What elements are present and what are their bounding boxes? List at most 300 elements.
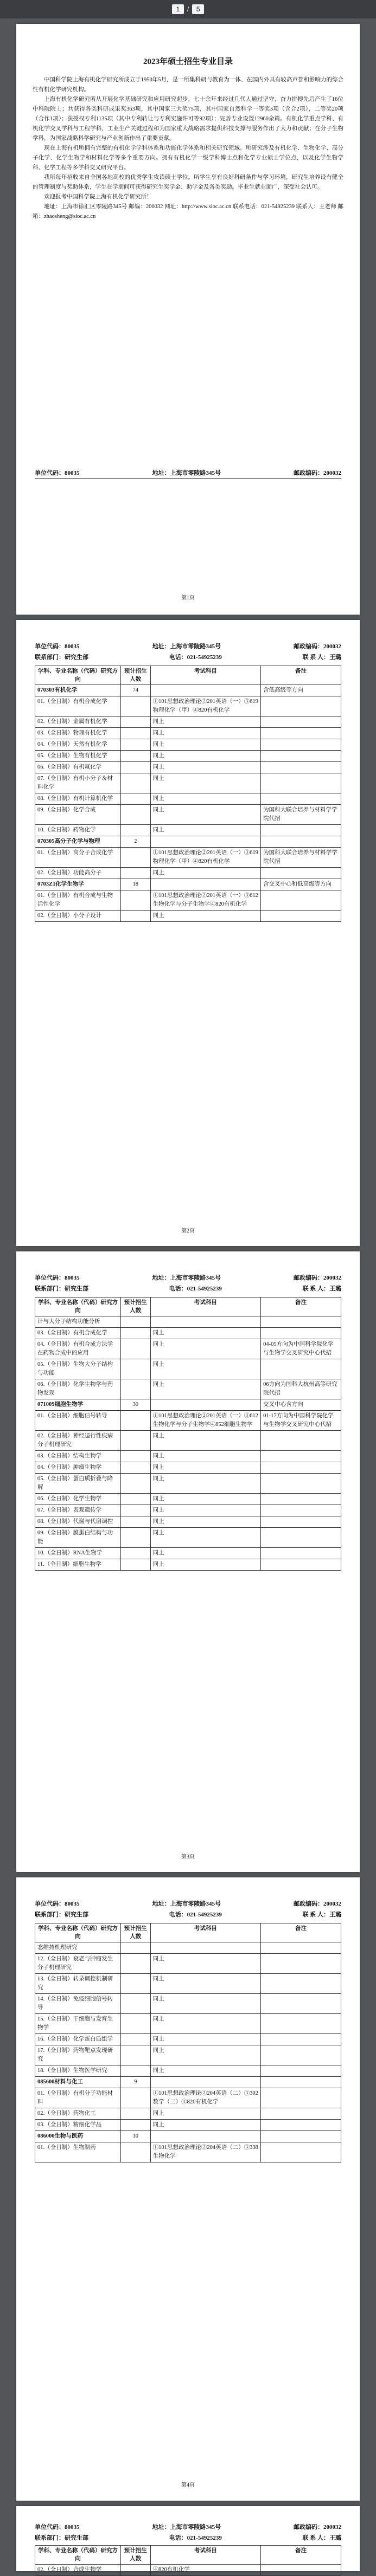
table-cell-c2: [120, 751, 150, 762]
table-row: [35, 728, 341, 739]
unit-zip: 邮政编码：200032: [294, 1275, 341, 1281]
table-body: [35, 685, 341, 922]
table-cell-c1: 15.（全日制）干细胞与发育生物学: [35, 2014, 121, 2034]
table-cell-c1: 03.（全日制）精细化学品: [35, 2120, 121, 2131]
intro-paragraph: 地址：上海市徐汇区零陵路345号 邮编：200032 网址：http://www.sioc.ac.cn 联系电话：021-54925239 联系人：王老师 邮箱：zhaosheng@sioc.ac.cn: [33, 204, 343, 219]
unit-zip: 邮政编码：200032: [294, 1901, 341, 1907]
table-cell-c2: [120, 2014, 150, 2034]
table-cell-c1: 05.（全日制）蛋白质折叠与降解: [35, 1474, 121, 1494]
table-cell-c1: 071009细胞生物学: [35, 1399, 121, 1411]
unit-info-line: [35, 468, 341, 477]
table-cell-c4: [261, 836, 341, 848]
col-header-exam: 考试科目: [150, 2546, 261, 2565]
table-row: [35, 848, 341, 868]
table-row: [35, 1339, 341, 1359]
table-cell-c4: [261, 2065, 341, 2077]
table-cell-c3: 同上: [150, 825, 261, 836]
table-cell-c4: [261, 1528, 341, 1548]
table-cell-c4: [261, 1942, 341, 1954]
table-cell-c3: 同上: [150, 2034, 261, 2045]
unit-code: 单位代码：80035: [35, 1901, 80, 1907]
table-row: [35, 716, 341, 728]
table-cell-c3: [150, 2077, 261, 2088]
catalog-table: [35, 1923, 341, 2162]
table-cell-c1: 04.（全日制）肿瘤生物学: [35, 1462, 121, 1474]
table-cell-c1: 085600材料与化工: [35, 2077, 121, 2088]
table-cell-c4: [261, 1505, 341, 1516]
table-row: [35, 2065, 341, 2077]
document-page-2: [16, 620, 360, 1246]
table-cell-c4: [261, 696, 341, 716]
table-cell-c3: ①101思想政治理论②201英语（一）③612生物化学与分子生物学④852细胞生物学: [150, 1411, 261, 1431]
table-cell-c1: 06.（全日制）有机氟化学: [35, 762, 121, 773]
table-row: [35, 1528, 341, 1548]
col-header-notes: 备注: [261, 1297, 341, 1316]
unit-address: 地址：上海市零陵路345号: [152, 1901, 221, 1907]
table-cell-c1: 10.（全日制）药物化学: [35, 825, 121, 836]
table-cell-c2: [120, 1431, 150, 1451]
table-cell-c4: 交叉中心含方向: [261, 1399, 341, 1411]
table-cell-c1: 01.（全日制）有机合成与生物活性化学: [35, 890, 121, 911]
table-cell-c1: 17.（全日制）药物靶点发现研究: [35, 2045, 121, 2065]
table-cell-c2: [120, 2108, 150, 2120]
table-cell-c3: 同上: [150, 1339, 261, 1359]
table-row: [35, 739, 341, 751]
table-cell-c2: 2: [120, 836, 150, 848]
col-header-subject: 学科、专业名称（代码）研究方向: [35, 1297, 121, 1316]
table-cell-c4: [261, 868, 341, 879]
table-cell-c1: 02.（全日制）功能高分子: [35, 868, 121, 879]
table-cell-c1: 13.（全日制）转录调控机制研究: [35, 1974, 121, 1994]
table-cell-c4: 06方向为国科大杭州高等研究院代招: [261, 1379, 341, 1399]
table-row: [35, 2142, 341, 2162]
table-cell-c2: [120, 773, 150, 793]
table-cell-c3: 同上: [150, 868, 261, 879]
table-cell-c3: 同上: [150, 762, 261, 773]
table-cell-c1: 01.（全日制）有机合成化学: [35, 696, 121, 716]
table-row: [35, 685, 341, 696]
table-cell-c1: 086000生物与医药: [35, 2131, 121, 2142]
table-cell-c1: 02.（全日制）药物化工: [35, 2108, 121, 2120]
table-cell-c3: 同上: [150, 2014, 261, 2034]
table-row: [35, 793, 341, 805]
table-cell-c3: 同上: [150, 2120, 261, 2131]
table-row: [35, 773, 341, 793]
table-cell-c1: 18.（全日制）生物医学研究: [35, 2065, 121, 2077]
table-cell-c2: [120, 1328, 150, 1339]
table-cell-c1: 08.（全日制）代谢与代谢调控: [35, 1516, 121, 1528]
table-cell-c3: 同上: [150, 1974, 261, 1994]
catalog-table: [35, 2545, 341, 2576]
table-cell-c2: 74: [120, 685, 150, 696]
table-cell-c2: [120, 716, 150, 728]
table-cell-c3: [150, 1316, 261, 1328]
table-row: [35, 1942, 341, 1954]
table-cell-c2: [120, 2120, 150, 2131]
contact-phone: 电话：021-54925239: [169, 2535, 222, 2541]
table-cell-c3: 同上: [150, 1954, 261, 1974]
table-cell-c4: [261, 2045, 341, 2065]
table-row: [35, 1516, 341, 1528]
contact-person: 联 系 人：王璐: [302, 1912, 341, 1918]
page-header: [35, 1899, 341, 1921]
table-cell-c2: [120, 1559, 150, 1571]
page-number: 第4页: [181, 2482, 195, 2488]
contact-person: 联 系 人：王璐: [302, 1286, 341, 1292]
table-cell-c3: 同上: [150, 1548, 261, 1559]
page-header: [35, 1273, 341, 1295]
page-header: [35, 642, 341, 663]
table-cell-c2: [120, 890, 150, 911]
table-cell-c3: 同上: [150, 1994, 261, 2014]
unit-code: 单位代码：80035: [35, 2524, 80, 2530]
table-cell-c4: [261, 1516, 341, 1528]
table-row: [35, 2034, 341, 2045]
table-cell-c1: 03.（全日制）有机合成化学: [35, 1328, 121, 1339]
table-cell-c4: [261, 1451, 341, 1462]
table-cell-c2: [120, 793, 150, 805]
contact-phone: 电话：021-54925239: [169, 1912, 222, 1918]
table-cell-c4: [261, 1994, 341, 2014]
table-cell-c4: [261, 728, 341, 739]
unit-zip: 邮政编码：200032: [294, 2524, 341, 2530]
col-header-subject: 学科、专业名称（代码）研究方向: [35, 2546, 121, 2565]
table-cell-c4: [261, 1974, 341, 1994]
table-cell-c3: 同上: [150, 1516, 261, 1528]
pdf-toolbar: [0, 0, 376, 18]
table-cell-c4: [261, 716, 341, 728]
table-cell-c3: 同上: [150, 1528, 261, 1548]
table-cell-c4: [261, 1548, 341, 1559]
table-cell-c2: [120, 2142, 150, 2162]
table-cell-c4: [261, 911, 341, 922]
table-cell-c1: 06.（全日制）化学生物学: [35, 1494, 121, 1505]
table-row: [35, 2088, 341, 2108]
table-cell-c4: 04-05方向为中国科学院化学与生物学交叉研究中心代招: [261, 1339, 341, 1359]
col-header-notes: 备注: [261, 1923, 341, 1942]
table-cell-c3: [150, 836, 261, 848]
table-row: [35, 2565, 341, 2576]
table-cell-c3: 同上: [150, 716, 261, 728]
table-row: [35, 805, 341, 825]
table-cell-c2: [120, 2065, 150, 2077]
page-number: 第2页: [181, 1228, 195, 1234]
catalog-table: [35, 1297, 341, 1571]
table-cell-c4: [261, 1462, 341, 1474]
table-row: [35, 825, 341, 836]
table-cell-c3: ④820有机化学: [150, 2565, 261, 2576]
table-cell-c4: [261, 2077, 341, 2088]
table-cell-c3: 同上: [150, 805, 261, 825]
col-header-notes: 备注: [261, 666, 341, 685]
table-cell-c1: 12.（全日制）衰老与肿瘤发生分子机理研究: [35, 1954, 121, 1974]
table-cell-c3: 同上: [150, 911, 261, 922]
page-separator: /: [187, 5, 189, 13]
table-cell-c3: [150, 879, 261, 890]
table-cell-c1: 01.（全日制）有机分子功能材料: [35, 2088, 121, 2108]
table-cell-c2: [120, 1474, 150, 1494]
intro-paragraph: 现在上海有机所拥有完整的有机化学学科体系和功能化学体系和相关研究领域。所研究涉及有机化学、生物化学、高分子化学、化学生物学和材料化学等多个重要方向。拥有有机化学一级学科博士点和化学专业硕士学位点，以及化学生物学科、化学工程等多学科交叉研究平台。: [33, 145, 343, 171]
table-cell-c3: 同上: [150, 1359, 261, 1379]
contact-phone: 电话：021-54925239: [169, 1286, 222, 1292]
col-header-exam: 考试科目: [150, 666, 261, 685]
table-cell-c1: 08.（全日制）有机计算机化学: [35, 793, 121, 805]
table-cell-c3: 同上: [150, 1462, 261, 1474]
table-cell-c3: [150, 1399, 261, 1411]
intro-paragraph: 欢迎报考中国科学院上海有机化学研究所！: [44, 194, 152, 200]
table-cell-c4: 01-17方向为中国科学院化学与生物学交叉研究中心代招: [261, 1411, 341, 1431]
table-cell-c2: 18: [120, 879, 150, 890]
page-header: [35, 2522, 341, 2544]
table-row: [35, 1399, 341, 1411]
table-row: [35, 1359, 341, 1379]
col-header-exam: 考试科目: [150, 1297, 261, 1316]
contact-dept: 联系部门：研究生部: [35, 1286, 88, 1292]
table-cell-c1: 070305高分子化学与物理: [35, 836, 121, 848]
table-cell-c2: [120, 805, 150, 825]
table-cell-c4: [261, 1474, 341, 1494]
table-row: [35, 2045, 341, 2065]
table-cell-c3: 同上: [150, 2045, 261, 2065]
table-cell-c2: [120, 911, 150, 922]
page-title: 2023年硕士招生专业目录: [143, 57, 233, 66]
col-header-subject: 学科、专业名称（代码）研究方向: [35, 1923, 121, 1942]
table-cell-c4: [261, 2120, 341, 2131]
table-cell-c2: [120, 848, 150, 868]
table-cell-c4: 含交叉中心和低高级等方向: [261, 879, 341, 890]
table-cell-c3: ①101思想政治理论②204英语（二）③302数学（二）④820有机化学: [150, 2088, 261, 2108]
table-row: [35, 1462, 341, 1474]
table-cell-c3: 同上: [150, 1559, 261, 1571]
table-cell-c3: 同上: [150, 773, 261, 793]
table-row: [35, 2131, 341, 2142]
table-cell-c4: [261, 1328, 341, 1339]
divider: [35, 478, 341, 479]
table-row: [35, 1559, 341, 1571]
col-header-notes: 备注: [261, 2546, 341, 2565]
table-cell-c1: 0703Z1化学生物学: [35, 879, 121, 890]
table-cell-c2: [120, 1994, 150, 2014]
col-header-quota: 预计招生人数: [120, 1923, 150, 1942]
unit-address: 地址：上海市零陵路345号: [152, 643, 221, 650]
contact-dept: 联系部门：研究生部: [35, 2535, 88, 2541]
table-row: [35, 1994, 341, 2014]
table-cell-c3: 同上: [150, 1431, 261, 1451]
table-cell-c2: [120, 1494, 150, 1505]
table-cell-c4: 含低高级等方向: [261, 685, 341, 696]
unit-address: 地址：上海市零陵路345号: [152, 2524, 221, 2530]
table-cell-c4: [261, 762, 341, 773]
table-cell-c1: 11.（全日制）细胞生物学: [35, 1559, 121, 1571]
table-cell-c3: ①101思想政治理论②201英语（一）③619物理化学（甲）④820有机化学: [150, 848, 261, 868]
col-header-subject: 学科、专业名称（代码）研究方向: [35, 666, 121, 685]
table-cell-c4: [261, 1494, 341, 1505]
unit-code: 单位代码：80035: [35, 1275, 80, 1281]
table-cell-c4: 为国科大联合培养与材料学学院代招: [261, 848, 341, 868]
unit-address: 地址：上海市零陵路345号: [152, 1275, 221, 1281]
table-row: [35, 762, 341, 773]
table-cell-c2: [120, 1339, 150, 1359]
table-cell-c1: 02.（全日制）金属有机化学: [35, 716, 121, 728]
table-row: [35, 2120, 341, 2131]
table-cell-c1: 04.（全日制）有机合成方法学在药物合成中的应用: [35, 1339, 121, 1359]
table-cell-c3: 同上: [150, 739, 261, 751]
table-cell-c1: 06.（全日制）化学生物学与药物发现: [35, 1379, 121, 1399]
table-row: [35, 1474, 341, 1494]
table-cell-c2: 9: [120, 2077, 150, 2088]
table-cell-c2: [120, 1516, 150, 1528]
table-cell-c1: 02.（全日制）神经退行性疾病分子机理研究: [35, 1431, 121, 1451]
table-cell-c2: [120, 1359, 150, 1379]
unit-code: 单位代码：80035: [35, 643, 80, 650]
contact-person: 联 系 人：王璐: [302, 654, 341, 661]
table-cell-c2: [120, 2034, 150, 2045]
table-cell-c4: [261, 2108, 341, 2120]
table-cell-c2: [120, 1548, 150, 1559]
table-cell-c2: [120, 2565, 150, 2576]
table-cell-c1: 14.（全日制）免疫细胞信号转导: [35, 1994, 121, 2014]
table-cell-c2: [120, 1462, 150, 1474]
table-row: [35, 890, 341, 911]
intro-paragraph: 我所每年招收来自全国各地高校的优秀学生攻读硕士学位。所学生享有良好科研条件与学习环境，研究生培养设有健全的管理制度与奖助体系，学生在学期间可获得研究生奖学金、助学金及各类奖励。毕业生就业面广，深受社会认可。: [33, 175, 343, 190]
table-cell-c2: [120, 1505, 150, 1516]
table-cell-c1: 01.（全日制）生物制药: [35, 2142, 121, 2162]
table-cell-c1: 03.（全日制）结构生物学: [35, 1451, 121, 1462]
table-cell-c3: 同上: [150, 1474, 261, 1494]
table-cell-c1: 01.（全日制）细胞信号转导: [35, 1411, 121, 1431]
table-cell-c2: [120, 728, 150, 739]
table-cell-c3: 同上: [150, 751, 261, 762]
table-cell-c3: 同上: [150, 1494, 261, 1505]
table-cell-c2: [120, 739, 150, 751]
unit-code: 单位代码：80035: [35, 470, 80, 476]
table-cell-c2: [120, 762, 150, 773]
table-cell-c3: 同上: [150, 2065, 261, 2077]
table-cell-c4: [261, 1316, 341, 1328]
table-cell-c3: 同上: [150, 1451, 261, 1462]
table-cell-c2: [120, 868, 150, 879]
table-cell-c2: [120, 1411, 150, 1431]
table-cell-c4: [261, 1954, 341, 1974]
table-row: [35, 751, 341, 762]
table-row: [35, 1328, 341, 1339]
document-page-5: [16, 2506, 360, 2571]
table-row: [35, 1974, 341, 1994]
table-row: [35, 2014, 341, 2034]
table-cell-c2: [120, 2045, 150, 2065]
catalog-table: [35, 666, 341, 922]
table-cell-c3: [150, 685, 261, 696]
col-header-quota: 预计招生人数: [120, 2546, 150, 2565]
table-cell-c1: 10.（全日制）RNA生物学: [35, 1548, 121, 1559]
table-cell-c1: 09.（全日制）膜蛋白结构与功能: [35, 1528, 121, 1548]
table-cell-c4: [261, 773, 341, 793]
table-cell-c4: [261, 1431, 341, 1451]
page-number: 第1页: [181, 595, 195, 601]
table-cell-c2: [120, 1379, 150, 1399]
unit-address: 地址：上海市零陵路345号: [152, 470, 221, 476]
page-number: 第3页: [181, 1854, 195, 1860]
table-cell-c1: 01.（全日制）高分子合成化学: [35, 848, 121, 868]
table-row: [35, 696, 341, 716]
table-cell-c4: [261, 2088, 341, 2108]
document-page-3: [16, 1251, 360, 1872]
table-cell-c4: [261, 751, 341, 762]
table-cell-c4: [261, 1359, 341, 1379]
table-row: [35, 911, 341, 922]
table-row: [35, 2108, 341, 2120]
document-page-4: [16, 1877, 360, 2501]
table-cell-c4: [261, 1559, 341, 1571]
table-cell-c4: 为国科大联合培养与材料学学院代招: [261, 805, 341, 825]
table-row: [35, 1411, 341, 1431]
table-cell-c3: [150, 1942, 261, 1954]
table-cell-c2: [120, 1942, 150, 1954]
table-cell-c1: 16.（全日制）化学蛋白质组学: [35, 2034, 121, 2045]
table-cell-c3: 同上: [150, 1328, 261, 1339]
table-cell-c1: 计与大分子结构功能分析: [35, 1316, 121, 1328]
table-cell-c2: [120, 696, 150, 716]
table-cell-c3: 同上: [150, 728, 261, 739]
contact-dept: 联系部门：研究生部: [35, 1912, 88, 1918]
table-cell-c1: 070303有机化学: [35, 685, 121, 696]
table-cell-c1: 07.（全日制）表观遗传学: [35, 1505, 121, 1516]
table-row: [35, 868, 341, 879]
table-row: [35, 1431, 341, 1451]
table-row: [35, 1505, 341, 1516]
table-row: [35, 1954, 341, 1974]
table-cell-c2: [120, 1316, 150, 1328]
table-row: [35, 1379, 341, 1399]
table-body: [35, 1942, 341, 2162]
table-row: [35, 836, 341, 848]
table-cell-c4: [261, 825, 341, 836]
table-cell-c2: [120, 1954, 150, 1974]
table-cell-c2: 30: [120, 1399, 150, 1411]
table-cell-c1: 05.（全日制）生物有机化学: [35, 751, 121, 762]
table-cell-c4: [261, 2014, 341, 2034]
table-body: [35, 1316, 341, 1571]
col-header-quota: 预计招生人数: [120, 666, 150, 685]
table-cell-c3: 同上: [150, 1505, 261, 1516]
contact-dept: 联系部门：研究生部: [35, 654, 88, 661]
table-cell-c1: 态维持机理研究: [35, 1942, 121, 1954]
table-cell-c1: 04.（全日制）天然有机化学: [35, 739, 121, 751]
document-page-1: [16, 24, 360, 615]
table-cell-c4: [261, 2565, 341, 2576]
table-cell-c4: [261, 2034, 341, 2045]
table-row: [35, 1451, 341, 1462]
intro-text: [16, 75, 360, 222]
table-row: [35, 1548, 341, 1559]
contact-phone: 电话：021-54925239: [169, 654, 222, 661]
table-cell-c1: 07.（全日制）有机小分子＆材料化学: [35, 773, 121, 793]
table-cell-c4: [261, 890, 341, 911]
col-header-exam: 考试科目: [150, 1923, 261, 1942]
table-cell-c2: 10: [120, 2131, 150, 2142]
col-header-quota: 预计招生人数: [120, 1297, 150, 1316]
current-page-input[interactable]: 1: [172, 4, 184, 14]
table-row: [35, 879, 341, 890]
table-cell-c4: [261, 793, 341, 805]
table-cell-c4: [261, 739, 341, 751]
intro-paragraph: 上海有机化学研究所从开展化学基础研究和应用研究起步，七十余年来经过几代人通过坚守，奋力拼搏先后产生了16位中科院院士；共获得各类科研成果奖363项，其中国家三大奖75项，其中国家自然科学一等奖3项（含合2项），二等奖20项（合作1项）；获授权专利1135项（其中专利转让与专利实施许可等92项）；完善专业设置12960余篇。有机化学重点学科、有机化学交叉学科与工程学科，工业生产关键过程和为国家重大战略需求提供科技支撑与服务作出了大力和贡献；在分子生物学科，为国家战略科学研究与产业创新作出了重要贡献。: [33, 96, 343, 141]
table-row: [35, 1316, 341, 1328]
table-cell-c1: 05.（全日制）生物大分子结构与功能: [35, 1359, 121, 1379]
table-cell-c3: ①101思想政治理论②204英语（二）③338生物化学: [150, 2142, 261, 2162]
table-row: [35, 1494, 341, 1505]
unit-zip: 邮政编码：200032: [294, 643, 341, 650]
